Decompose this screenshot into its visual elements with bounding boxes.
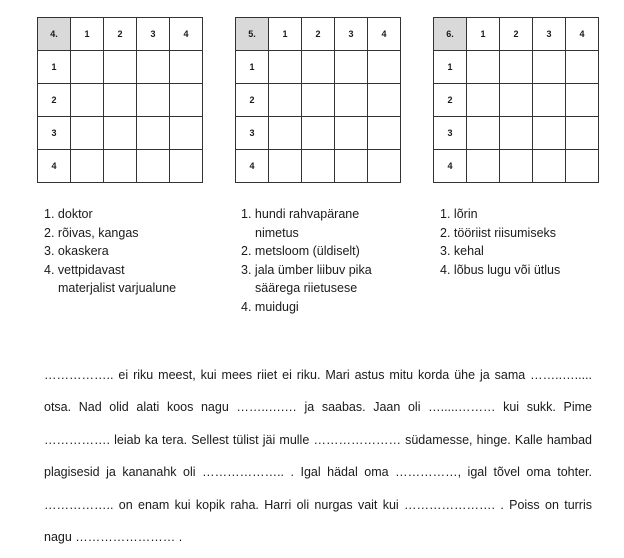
crossword-grid-6 xyxy=(433,17,599,183)
answer-cell[interactable] xyxy=(368,150,401,183)
answer-cell[interactable] xyxy=(566,150,599,183)
clue-item xyxy=(44,205,224,224)
column-header: 4 xyxy=(368,18,401,51)
answer-cell[interactable] xyxy=(170,150,203,183)
answer-cell[interactable] xyxy=(467,51,500,84)
answer-cell[interactable] xyxy=(137,117,170,150)
column-header: 4 xyxy=(170,18,203,51)
clue-item xyxy=(44,224,224,243)
column-header: 1 xyxy=(269,18,302,51)
clue-number: 1. xyxy=(241,207,252,221)
answer-cell[interactable] xyxy=(500,84,533,117)
clue-list-4 xyxy=(44,205,224,298)
clue-text-continuation: nimetus xyxy=(255,225,299,240)
clue-number: 3. xyxy=(440,244,451,258)
column-header: 3 xyxy=(335,18,368,51)
clue-number: 4. xyxy=(440,262,451,277)
row-header: 4 xyxy=(434,150,467,183)
clue-number: 4. xyxy=(241,299,252,314)
answer-cell[interactable] xyxy=(335,51,368,84)
answer-cell[interactable] xyxy=(302,150,335,183)
answer-cell[interactable] xyxy=(269,84,302,117)
clue-item xyxy=(44,242,224,261)
answer-cell[interactable] xyxy=(170,51,203,84)
answer-cell[interactable] xyxy=(170,84,203,117)
column-header: 4 xyxy=(566,18,599,51)
clue-list-6 xyxy=(440,205,620,279)
answer-cell[interactable] xyxy=(104,117,137,150)
clue-list-5 xyxy=(241,205,421,316)
answer-cell[interactable] xyxy=(104,51,137,84)
answer-cell[interactable] xyxy=(302,117,335,150)
answer-cell[interactable] xyxy=(566,84,599,117)
clue-text: vettpidavast xyxy=(57,262,125,277)
row-header: 3 xyxy=(236,117,269,150)
clue-number: 4. xyxy=(44,262,55,277)
answer-cell[interactable] xyxy=(335,150,368,183)
column-header: 2 xyxy=(302,18,335,51)
row-header: 2 xyxy=(434,84,467,117)
answer-cell[interactable] xyxy=(533,51,566,84)
answer-cell[interactable] xyxy=(269,51,302,84)
clue-item xyxy=(241,298,421,317)
row-header: 3 xyxy=(38,117,71,150)
clue-number: 3. xyxy=(241,262,252,277)
clue-number: 1. xyxy=(440,207,451,221)
clue-text: okaskera xyxy=(57,244,109,258)
column-header: 3 xyxy=(533,18,566,51)
answer-cell[interactable] xyxy=(302,51,335,84)
row-header: 1 xyxy=(236,51,269,84)
answer-cell[interactable] xyxy=(104,84,137,117)
clue-item xyxy=(241,205,421,242)
clue-number: 1. xyxy=(44,207,55,221)
clue-text-continuation: materjalist varjualune xyxy=(58,281,177,295)
clue-item xyxy=(241,242,421,261)
answer-cell[interactable] xyxy=(500,117,533,150)
answer-cell[interactable] xyxy=(335,117,368,150)
answer-cell[interactable] xyxy=(137,51,170,84)
answer-cell[interactable] xyxy=(467,84,500,117)
answer-cell[interactable] xyxy=(104,150,137,183)
fill-in-story-text: …………….. ei riku meest, kui mees riiet ei riku. Mari astus mitu korda ühe ja sama ……..…..... otsa. Nad olid alati koos nagu ……..….… ja saabas. Jaan oli ….....……… kui sukk. Pime ……………. leiab ka tera. Sellest tülist jäi mulle ………………… südamesse, hinge. Kalle hambad plagisesid ja kananahk oli ……………….. . Igal hädal oma ……………, igal tõvel oma tohter. …………….. on enam kui kopik raha. Harri oli nurgas vait kui …………………. . Poiss on turris nagu …………………… . xyxy=(44,368,592,545)
grid-number-label: 4. xyxy=(38,18,71,51)
answer-cell[interactable] xyxy=(368,84,401,117)
clue-number: 2. xyxy=(44,225,55,240)
clue-text: metsloom (üldiselt) xyxy=(254,244,360,258)
row-header: 3 xyxy=(434,117,467,150)
clue-text: lõbus lugu või ütlus xyxy=(453,262,561,277)
clue-number: 2. xyxy=(440,225,451,240)
crossword-grid-4 xyxy=(37,17,203,183)
row-header: 2 xyxy=(236,84,269,117)
column-header: 3 xyxy=(137,18,170,51)
clue-item xyxy=(440,224,620,243)
row-header: 2 xyxy=(38,84,71,117)
answer-cell[interactable] xyxy=(566,117,599,150)
answer-cell[interactable] xyxy=(137,150,170,183)
answer-cell[interactable] xyxy=(71,150,104,183)
clue-item xyxy=(44,261,224,298)
grid-number-label: 6. xyxy=(434,18,467,51)
clue-text: kehal xyxy=(453,244,484,258)
clue-item xyxy=(440,261,620,280)
answer-cell[interactable] xyxy=(467,150,500,183)
answer-cell[interactable] xyxy=(566,51,599,84)
answer-cell[interactable] xyxy=(71,117,104,150)
row-header: 1 xyxy=(434,51,467,84)
row-header: 1 xyxy=(38,51,71,84)
clue-text: hundi rahvapärane xyxy=(254,207,360,221)
answer-cell[interactable] xyxy=(368,51,401,84)
column-header: 1 xyxy=(71,18,104,51)
column-header: 2 xyxy=(500,18,533,51)
answer-cell[interactable] xyxy=(533,117,566,150)
crossword-grid-5 xyxy=(235,17,401,183)
clue-text: lõrin xyxy=(453,207,478,221)
answer-cell[interactable] xyxy=(533,150,566,183)
answer-cell[interactable] xyxy=(137,84,170,117)
answer-cell[interactable] xyxy=(500,51,533,84)
clue-text: rõivas, kangas xyxy=(57,225,139,240)
answer-cell[interactable] xyxy=(71,51,104,84)
answer-cell[interactable] xyxy=(71,84,104,117)
answer-cell[interactable] xyxy=(269,150,302,183)
grid-number-label: 5. xyxy=(236,18,269,51)
clue-number: 2. xyxy=(241,244,252,258)
clue-text-continuation: säärega riietusese xyxy=(255,281,358,295)
clue-text: muidugi xyxy=(254,299,299,314)
answer-cell[interactable] xyxy=(533,84,566,117)
clue-number: 3. xyxy=(44,244,55,258)
clue-item xyxy=(440,242,620,261)
row-header: 4 xyxy=(38,150,71,183)
answer-cell[interactable] xyxy=(170,117,203,150)
answer-cell[interactable] xyxy=(500,150,533,183)
clue-text: jala ümber liibuv pika xyxy=(254,262,372,277)
column-header: 2 xyxy=(104,18,137,51)
clue-item xyxy=(241,261,421,298)
answer-cell[interactable] xyxy=(269,117,302,150)
row-header: 4 xyxy=(236,150,269,183)
clue-text: doktor xyxy=(57,207,93,221)
answer-cell[interactable] xyxy=(335,84,368,117)
column-header: 1 xyxy=(467,18,500,51)
answer-cell[interactable] xyxy=(302,84,335,117)
answer-cell[interactable] xyxy=(368,117,401,150)
clue-item xyxy=(440,205,620,224)
answer-cell[interactable] xyxy=(467,117,500,150)
clue-text: tööriist riisumiseks xyxy=(453,225,557,240)
